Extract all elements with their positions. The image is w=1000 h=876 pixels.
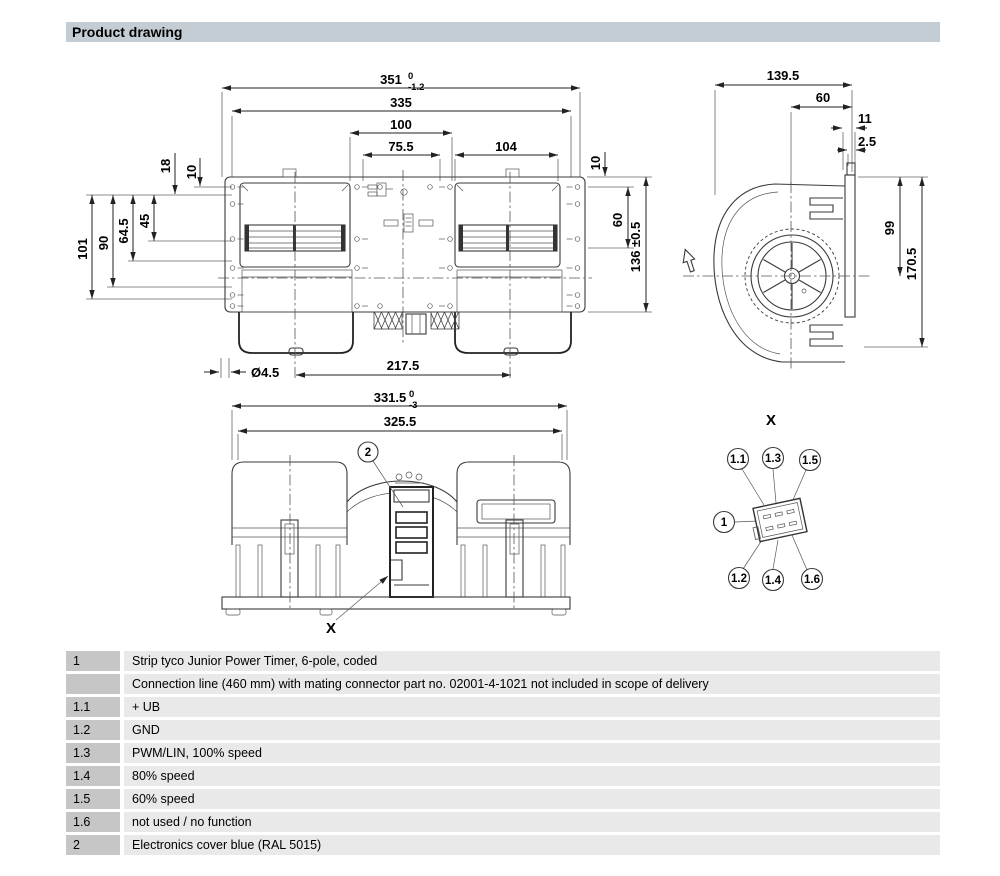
- callout-cover-label: 2: [364, 447, 372, 459]
- pin-callout-1-4: [763, 570, 784, 591]
- row-text: Electronics cover blue (RAL 5015): [124, 835, 940, 855]
- dim-2-5-label: 2.5: [858, 134, 877, 149]
- table-row: [66, 789, 940, 809]
- pin-1-2-label: 1.2: [731, 573, 747, 585]
- dim-90-label: 90: [96, 235, 111, 251]
- row-label: 1.2: [66, 720, 120, 740]
- table-row: [66, 674, 940, 694]
- mounting-plate: [225, 177, 585, 312]
- pin-1-4-label: 1.4: [765, 575, 781, 587]
- dim-351-tol-lower: -1.2: [408, 82, 425, 93]
- row-text: Strip tyco Junior Power Timer, 6-pole, coded: [124, 651, 940, 671]
- strip-callout-1: [714, 512, 735, 533]
- pin-callout-1-6: [802, 569, 823, 590]
- dim-139-5-label: 139.5: [766, 68, 800, 83]
- dim-217-5-label: 217.5: [386, 358, 420, 373]
- detail-x-label: X: [765, 412, 777, 429]
- side-flange: [845, 175, 855, 317]
- mounting-tab-bottom: [810, 325, 843, 346]
- row-label: 1.5: [66, 789, 120, 809]
- dim-hole-label: Ø4.5: [251, 365, 280, 380]
- housing-left: [232, 462, 347, 545]
- dim-104-label: 104: [495, 139, 517, 154]
- table-row: [66, 766, 940, 786]
- dim-64-5-label: 64.5: [116, 218, 131, 244]
- dim-136-label: 136 ±0.5: [628, 221, 643, 273]
- callout-connector-x: [326, 576, 388, 637]
- dim-331-5-tol-upper: 0: [409, 389, 415, 400]
- table-row: [66, 835, 940, 855]
- row-label: 1.3: [66, 743, 120, 763]
- table-row: [66, 743, 940, 763]
- dim-351-label: 351: [380, 72, 402, 87]
- mounting-tab-top: [810, 198, 843, 219]
- callout-x-label: X: [325, 620, 337, 637]
- dim-101-label: 101: [75, 238, 90, 260]
- dim-331-5-label: 331.5: [373, 390, 407, 405]
- callout-cover: [358, 442, 403, 507]
- side-view: [680, 68, 928, 370]
- scroll-cap-right: [455, 312, 571, 353]
- dim-100-label: 100: [390, 117, 412, 132]
- dim-99-label: 99: [882, 220, 897, 236]
- row-text: not used / no function: [124, 812, 940, 832]
- pin-1-1-label: 1.1: [730, 454, 746, 466]
- pin-callout-1-5: [800, 450, 821, 471]
- base-plate: [222, 597, 570, 609]
- pin-callout-1-2: [729, 568, 750, 589]
- dim-60-label: 60: [610, 212, 625, 228]
- front-view: [75, 71, 652, 380]
- dim-11-label: 11: [858, 111, 872, 126]
- dim-60-side-label: 60: [815, 90, 831, 105]
- mounting-holes: [230, 185, 580, 309]
- row-text: GND: [124, 720, 940, 740]
- electronics-cover: [390, 487, 433, 597]
- pin-callout-1-3: [763, 448, 784, 469]
- bottom-view: [222, 389, 570, 637]
- row-text: PWM/LIN, 100% speed: [124, 743, 940, 763]
- pin-1-3-label: 1.3: [765, 453, 781, 465]
- pin-1-5-label: 1.5: [802, 455, 818, 467]
- row-text: 60% speed: [124, 789, 940, 809]
- table-row: [66, 651, 940, 671]
- dim-75-5-label: 75.5: [388, 139, 414, 154]
- row-label: 1.4: [66, 766, 120, 786]
- pin-callout-1-1: [728, 449, 749, 470]
- airflow-arrow-icon: [680, 248, 699, 274]
- table-row: [66, 697, 940, 717]
- housing-right: [457, 462, 570, 545]
- row-text: 80% speed: [124, 766, 940, 786]
- dim-351-tol-upper: 0: [408, 71, 414, 82]
- row-label: 1.1: [66, 697, 120, 717]
- dim-331-5-tol-lower: -3: [409, 400, 418, 411]
- row-text: + UB: [124, 697, 940, 717]
- connector-body: [749, 498, 807, 542]
- dim-335-label: 335: [390, 95, 412, 110]
- row-label: 1.6: [66, 812, 120, 832]
- page-title: Product drawing: [72, 24, 183, 40]
- dim-10-left-label: 10: [184, 164, 199, 180]
- row-label: [66, 674, 120, 694]
- dim-18-label: 18: [158, 158, 173, 174]
- row-label: 1: [66, 651, 120, 671]
- pin-1-6-label: 1.6: [804, 574, 820, 586]
- dim-10-right-label: 10: [588, 155, 603, 171]
- dim-325-5-label: 325.5: [383, 414, 417, 429]
- dim-170-5-label: 170.5: [904, 247, 919, 281]
- table-row: [66, 720, 940, 740]
- connector-detail: [714, 412, 823, 591]
- strip-1-label: 1: [720, 517, 728, 529]
- label-plate: [384, 214, 433, 232]
- row-label: 2: [66, 835, 120, 855]
- fan-wheel-right: [459, 225, 557, 251]
- table-row: [66, 812, 940, 832]
- scroll-cap-left: [239, 312, 353, 353]
- dim-45-label: 45: [137, 213, 152, 229]
- row-text: Connection line (460 mm) with mating connector part no. 02001-4-1021 not included in scope of delivery: [124, 674, 940, 694]
- legend-table: [66, 651, 940, 858]
